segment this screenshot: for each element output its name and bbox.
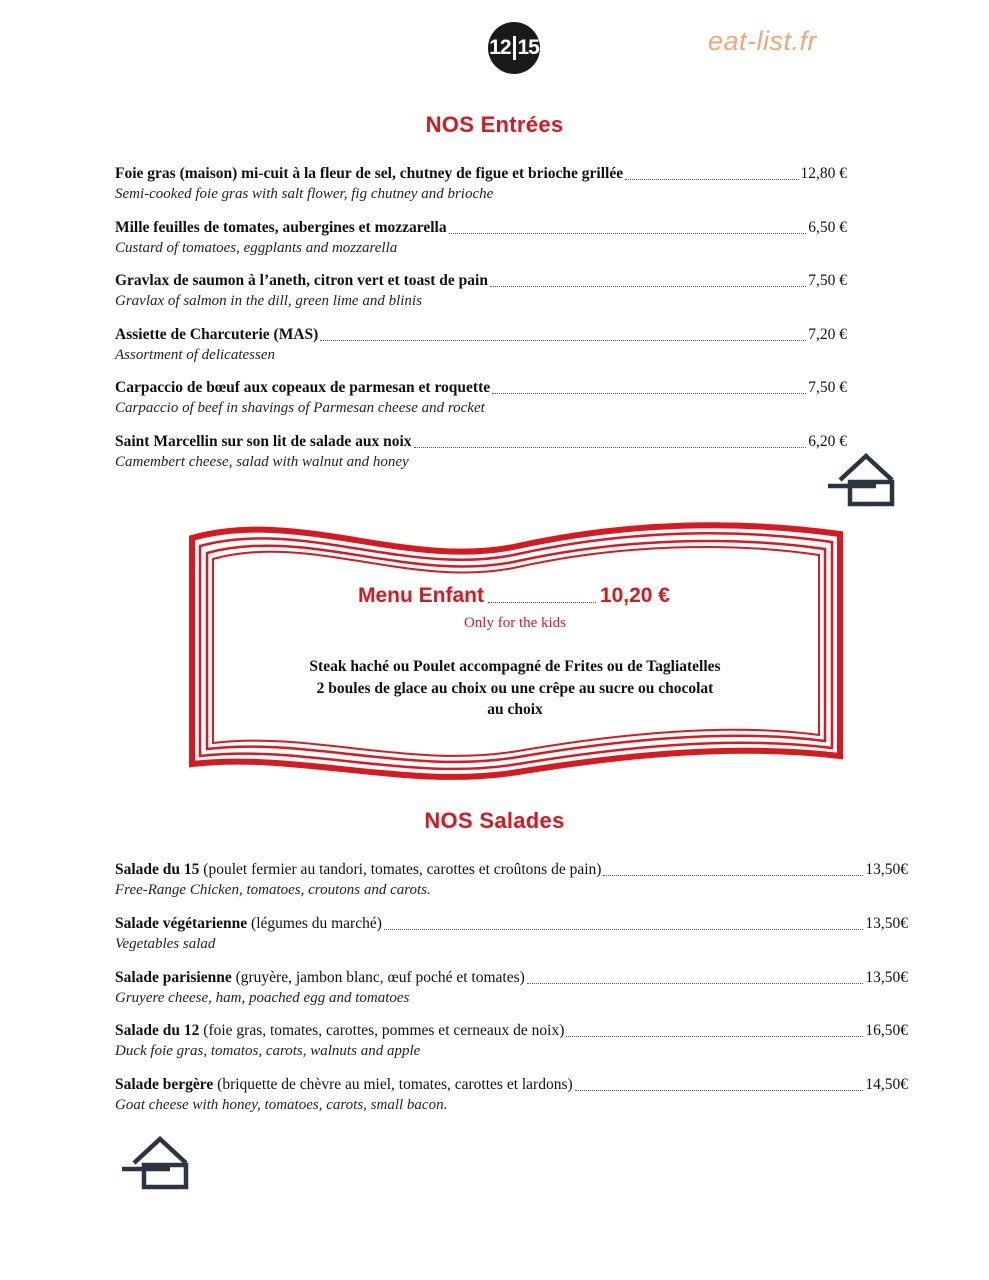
dot-leader xyxy=(492,393,806,394)
item-translation: Assortment of delicatessen xyxy=(115,347,275,363)
menu-item xyxy=(115,1075,908,1115)
item-details: (foie gras, tomates, carottes, pommes et cerneaux de noix) xyxy=(199,1022,565,1039)
dot-leader xyxy=(320,340,806,341)
item-name: Saint Marcellin sur son lit de salade aux noix xyxy=(115,433,412,450)
dot-leader xyxy=(566,1036,863,1037)
item-price: 12,80 € xyxy=(800,165,847,182)
item-name: Carpaccio de bœuf aux copeaux de parmesan et roquette xyxy=(115,379,491,396)
menu-item xyxy=(115,914,908,954)
item-price: 7,50 € xyxy=(808,379,847,396)
item-translation: Goat cheese with honey, tomatoes, carots, small bacon. xyxy=(115,1097,448,1113)
item-name: Salade parisienne xyxy=(115,969,232,986)
dot-leader xyxy=(527,983,864,984)
item-translation: Carpaccio of beef in shavings of Parmesan cheese and rocket xyxy=(115,400,485,416)
item-price: 6,20 € xyxy=(808,433,847,450)
menu-enfant-title: Menu Enfant xyxy=(358,584,484,607)
item-name: Mille feuilles de tomates, aubergines et mozzarella xyxy=(115,219,447,236)
menu-enfant-subtitle: Only for the kids xyxy=(463,615,567,631)
menu-item xyxy=(115,164,847,204)
item-name: Salade bergère xyxy=(115,1076,214,1093)
item-details: (gruyère, jambon blanc, œuf poché et tomates) xyxy=(231,969,525,986)
entrees-title: NOS Entrées xyxy=(425,112,564,137)
item-price: 6,50 € xyxy=(808,219,847,236)
menu-enfant-line: 2 boules de glace au choix ou une crêpe au sucre ou chocolat xyxy=(316,679,714,697)
menu-enfant-heading xyxy=(358,584,670,608)
item-price: 7,20 € xyxy=(808,326,847,343)
item-translation: Gravlax of salmon in the dill, green lime and blinis xyxy=(115,293,422,309)
item-price: 7,50 € xyxy=(808,272,847,289)
menu-item xyxy=(115,860,908,900)
menu-item xyxy=(115,378,847,418)
menu-item xyxy=(115,218,847,258)
logo-text-right: 15 xyxy=(517,36,539,59)
item-name: Foie gras (maison) mi-cuit à la fleur de sel, chutney de figue et brioche grillée xyxy=(115,165,624,182)
menu-item xyxy=(115,1021,908,1061)
menu-item xyxy=(115,271,847,311)
dot-leader xyxy=(603,875,863,876)
item-name: Salade végétarienne xyxy=(115,915,248,932)
house-logo-icon xyxy=(826,450,898,508)
menu-item xyxy=(115,968,908,1008)
item-translation: Free-Range Chicken, tomatoes, croutons and carots. xyxy=(115,882,431,898)
item-name: Assiette de Charcuterie (MAS) xyxy=(115,326,319,343)
item-translation: Vegetables salad xyxy=(115,936,216,952)
logo-text-left: 12 xyxy=(489,36,511,59)
item-details: (poulet fermier au tandori, tomates, carottes et croûtons de pain) xyxy=(199,861,602,878)
item-price: 13,50€ xyxy=(865,969,908,986)
item-price: 16,50€ xyxy=(865,1022,908,1039)
menu-item xyxy=(115,325,847,365)
house-logo-icon xyxy=(120,1133,192,1191)
item-price: 13,50€ xyxy=(865,861,908,878)
item-translation: Gruyere cheese, ham, poached egg and tomatoes xyxy=(115,990,410,1006)
menu-enfant-line: Steak haché ou Poulet accompagné de Frites ou de Tagliatelles xyxy=(309,658,721,675)
item-name: Gravlax de saumon à l’aneth, citron vert et toast de pain xyxy=(115,272,488,289)
item-translation: Semi-cooked foie gras with salt flower, fig chutney and brioche xyxy=(115,186,494,202)
dot-leader xyxy=(488,602,596,603)
menu-item xyxy=(115,432,847,472)
item-price: 14,50€ xyxy=(865,1076,908,1093)
menu-enfant-price: 10,20 € xyxy=(599,584,670,607)
item-details: (légumes du marché) xyxy=(247,915,382,932)
item-name: Salade du 15 xyxy=(115,861,200,878)
item-price: 13,50€ xyxy=(865,915,908,932)
item-translation: Duck foie gras, tomatos, carots, walnuts and apple xyxy=(115,1043,421,1059)
restaurant-logo xyxy=(488,22,540,74)
menu-enfant-banner xyxy=(188,518,844,780)
dot-leader xyxy=(625,179,798,180)
item-details: (briquette de chèvre au miel, tomates, carottes et lardons) xyxy=(213,1076,573,1093)
item-name: Salade du 12 xyxy=(115,1022,200,1039)
dot-leader xyxy=(384,929,863,930)
menu-enfant-description xyxy=(0,656,989,721)
item-translation: Custard of tomatoes, eggplants and mozzarella xyxy=(115,240,398,256)
dot-leader xyxy=(449,233,807,234)
menu-enfant-line: au choix xyxy=(487,701,543,718)
dot-leader xyxy=(575,1090,864,1091)
watermark: eat-list.fr xyxy=(708,26,818,56)
dot-leader xyxy=(414,447,807,448)
salades-title: NOS Salades xyxy=(424,808,565,833)
item-translation: Camembert cheese, salad with walnut and honey xyxy=(115,454,409,470)
dot-leader xyxy=(490,286,806,287)
